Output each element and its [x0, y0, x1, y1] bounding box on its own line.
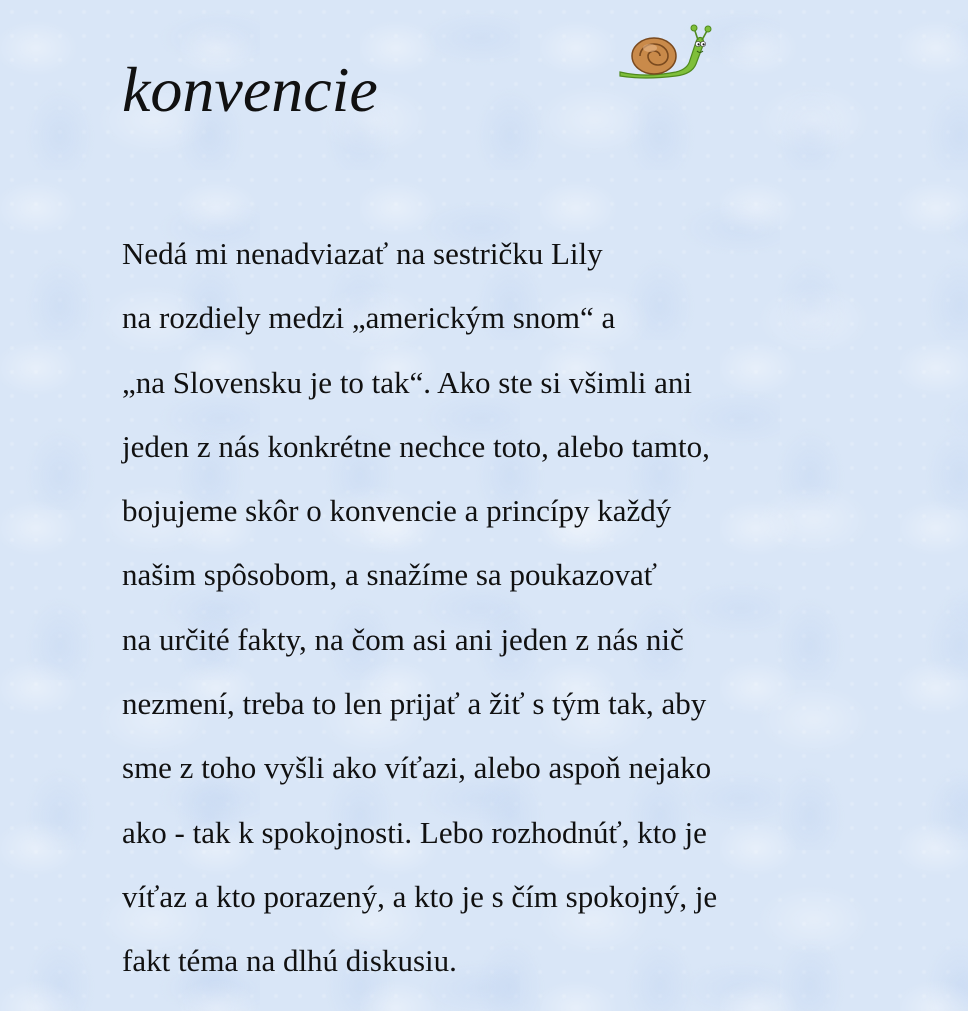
text-line: nezmení, treba to len prijať a žiť s tým tak, aby [122, 686, 707, 722]
text-line: na rozdiely medzi „americkým snom“ a [122, 300, 616, 336]
text-line: sme z toho vyšli ako víťazi, alebo aspoň nejako [122, 750, 712, 786]
snail-icon [614, 22, 714, 82]
text-line: víťaz a kto porazený, a kto je s čím spokojný, je [122, 878, 718, 914]
text-line: ako - tak k spokojnosti. Lebo rozhodnúť, kto je [122, 814, 707, 850]
page-title: konvencie [122, 54, 378, 125]
text-line: „na Slovensku je to tak“. Ako ste si všimli ani [122, 364, 692, 400]
text-line: Nedá mi nenadviazať na sestričku Lily [122, 236, 603, 271]
text-line: bojujeme skôr o konvencie a princípy každý [122, 493, 672, 529]
text-line: jeden z nás konkrétne nechce toto, alebo tamto, [122, 428, 710, 464]
text-line: na určité fakty, na čom asi ani jeden z nás nič [122, 621, 684, 657]
body-text [122, 222, 942, 994]
text-line: našim spôsobom, a snažíme sa poukazovať [122, 557, 657, 593]
text-line: fakt téma na dlhú diskusiu. [122, 943, 457, 979]
